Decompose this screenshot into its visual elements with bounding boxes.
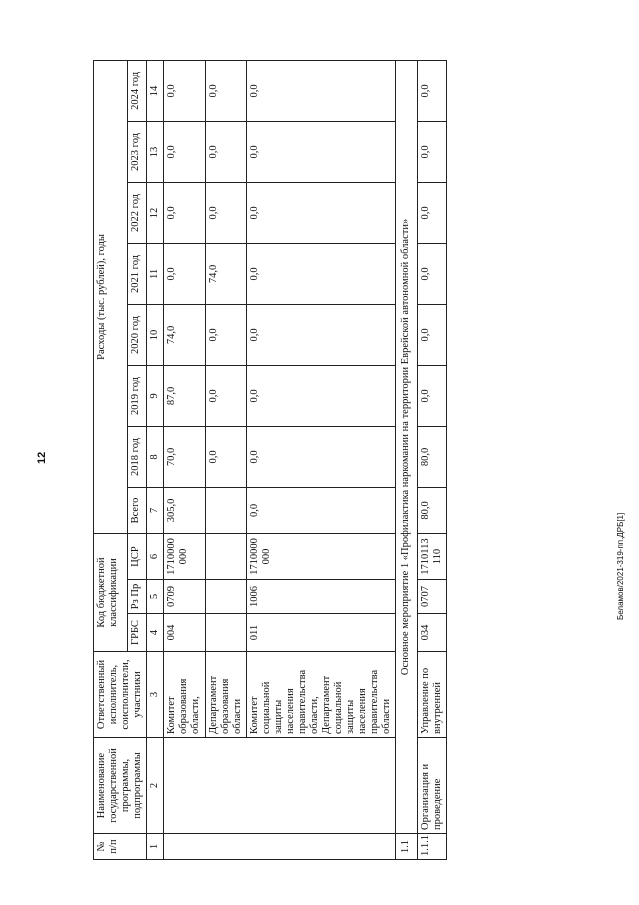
row-year-value: 0,0: [205, 426, 246, 487]
row-year-value: 0,0: [246, 304, 396, 365]
header-year: 2024 год: [127, 60, 147, 121]
row-year-value: 0,0: [164, 60, 205, 121]
document-code: Беламов/2021-319-пп.ДРБ[1]: [616, 512, 625, 620]
column-number-row: [147, 60, 164, 859]
row-year-value: 0,0: [246, 365, 396, 426]
header-expenses: Расходы (тыс. рублей), годы: [94, 60, 128, 533]
budget-table: [93, 60, 447, 860]
header-year: 2021 год: [127, 243, 147, 304]
row-year-value: 0,0: [246, 182, 396, 243]
header-year: 2023 год: [127, 121, 147, 182]
col-number: 3: [147, 652, 164, 738]
row-grbs: 004: [164, 614, 205, 652]
row-year-value: 0,0: [205, 365, 246, 426]
col-number: 11: [147, 243, 164, 304]
row-rz-pr: 0707: [417, 580, 446, 614]
row-name: Организация и проведение: [417, 738, 446, 834]
row-year-value: 0,0: [246, 60, 396, 121]
row-rz-pr: 0709: [164, 580, 205, 614]
row-csr: 1710113110: [417, 533, 446, 579]
row-grbs: 034: [417, 614, 446, 652]
table-page: [93, 60, 573, 860]
row-year-value: 0,0: [164, 182, 205, 243]
header-num: № п/п: [94, 834, 147, 860]
page-number: 12: [36, 451, 48, 464]
row-year-value: 0,0: [417, 243, 446, 304]
header-budget-code: Код бюджетной классификации: [94, 533, 128, 651]
row-year-value: 0,0: [164, 121, 205, 182]
header-responsible: Ответственный исполнитель, соисполнители, участники: [94, 652, 147, 738]
row-year-value: 0,0: [417, 121, 446, 182]
row-year-value: 74,0: [205, 243, 246, 304]
col-number: 5: [147, 580, 164, 614]
section-num: 1.1: [396, 834, 417, 860]
col-number: 8: [147, 426, 164, 487]
row-name: [164, 738, 396, 834]
rotated-table-container: [93, 60, 573, 860]
row-rz-pr: 1006: [246, 580, 396, 614]
row-grbs: 011: [246, 614, 396, 652]
row-year-value: 0,0: [246, 243, 396, 304]
row-num: 1.1.1: [417, 834, 446, 860]
header-year: 2022 год: [127, 182, 147, 243]
table-row: [417, 60, 446, 859]
row-year-value: 74,0: [164, 304, 205, 365]
header-year: 2020 год: [127, 304, 147, 365]
col-number: 1: [147, 834, 164, 860]
header-grbs: ГРБС: [127, 614, 147, 652]
row-responsible: Комитет образования области,: [164, 652, 205, 738]
row-year-value: 87,0: [164, 365, 205, 426]
row-total: [205, 487, 246, 533]
col-number: 4: [147, 614, 164, 652]
row-grbs: [205, 614, 246, 652]
col-number: 9: [147, 365, 164, 426]
col-number: 12: [147, 182, 164, 243]
row-year-value: 80,0: [417, 426, 446, 487]
header-name: Наименование государственной программы, подпрограммы: [94, 738, 147, 834]
document-code-area: [611, 0, 631, 905]
row-csr: [205, 533, 246, 579]
row-responsible: Департамент образования области: [205, 652, 246, 738]
section-title: Основное мероприятие 1 «Профилактика наркомании на территории Еврейской автономной области»: [396, 60, 417, 833]
row-year-value: 0,0: [205, 121, 246, 182]
row-year-value: 0,0: [417, 60, 446, 121]
row-year-value: 0,0: [164, 243, 205, 304]
row-year-value: 0,0: [417, 304, 446, 365]
col-number: 10: [147, 304, 164, 365]
row-year-value: 0,0: [417, 365, 446, 426]
row-year-value: 0,0: [205, 304, 246, 365]
row-total: 305,0: [164, 487, 205, 533]
header-year: 2018 год: [127, 426, 147, 487]
row-csr: 1710000000: [246, 533, 396, 579]
row-responsible: Управление по внутренней: [417, 652, 446, 738]
row-num: [164, 834, 396, 860]
col-number: 13: [147, 121, 164, 182]
col-number: 2: [147, 738, 164, 834]
header-csr: ЦСР: [127, 533, 147, 579]
table-row: [164, 60, 205, 859]
row-year-value: 0,0: [205, 182, 246, 243]
section-row: [396, 60, 417, 859]
row-year-value: 0,0: [205, 60, 246, 121]
row-csr: 1710000000: [164, 533, 205, 579]
col-number: 7: [147, 487, 164, 533]
row-year-value: 0,0: [246, 426, 396, 487]
row-rz-pr: [205, 580, 246, 614]
row-total: 80,0: [417, 487, 446, 533]
header-total: Всего: [127, 487, 147, 533]
col-number: 6: [147, 533, 164, 579]
row-year-value: 0,0: [417, 182, 446, 243]
row-year-value: 0,0: [246, 121, 396, 182]
row-total: 0,0: [246, 487, 396, 533]
header-year: 2019 год: [127, 365, 147, 426]
row-responsible: Комитет социальной защиты населения правительства области, Департамент социальной защиты населения правительства области: [246, 652, 396, 738]
row-year-value: 70,0: [164, 426, 205, 487]
header-rz-pr: Рз Пр: [127, 580, 147, 614]
col-number: 14: [147, 60, 164, 121]
